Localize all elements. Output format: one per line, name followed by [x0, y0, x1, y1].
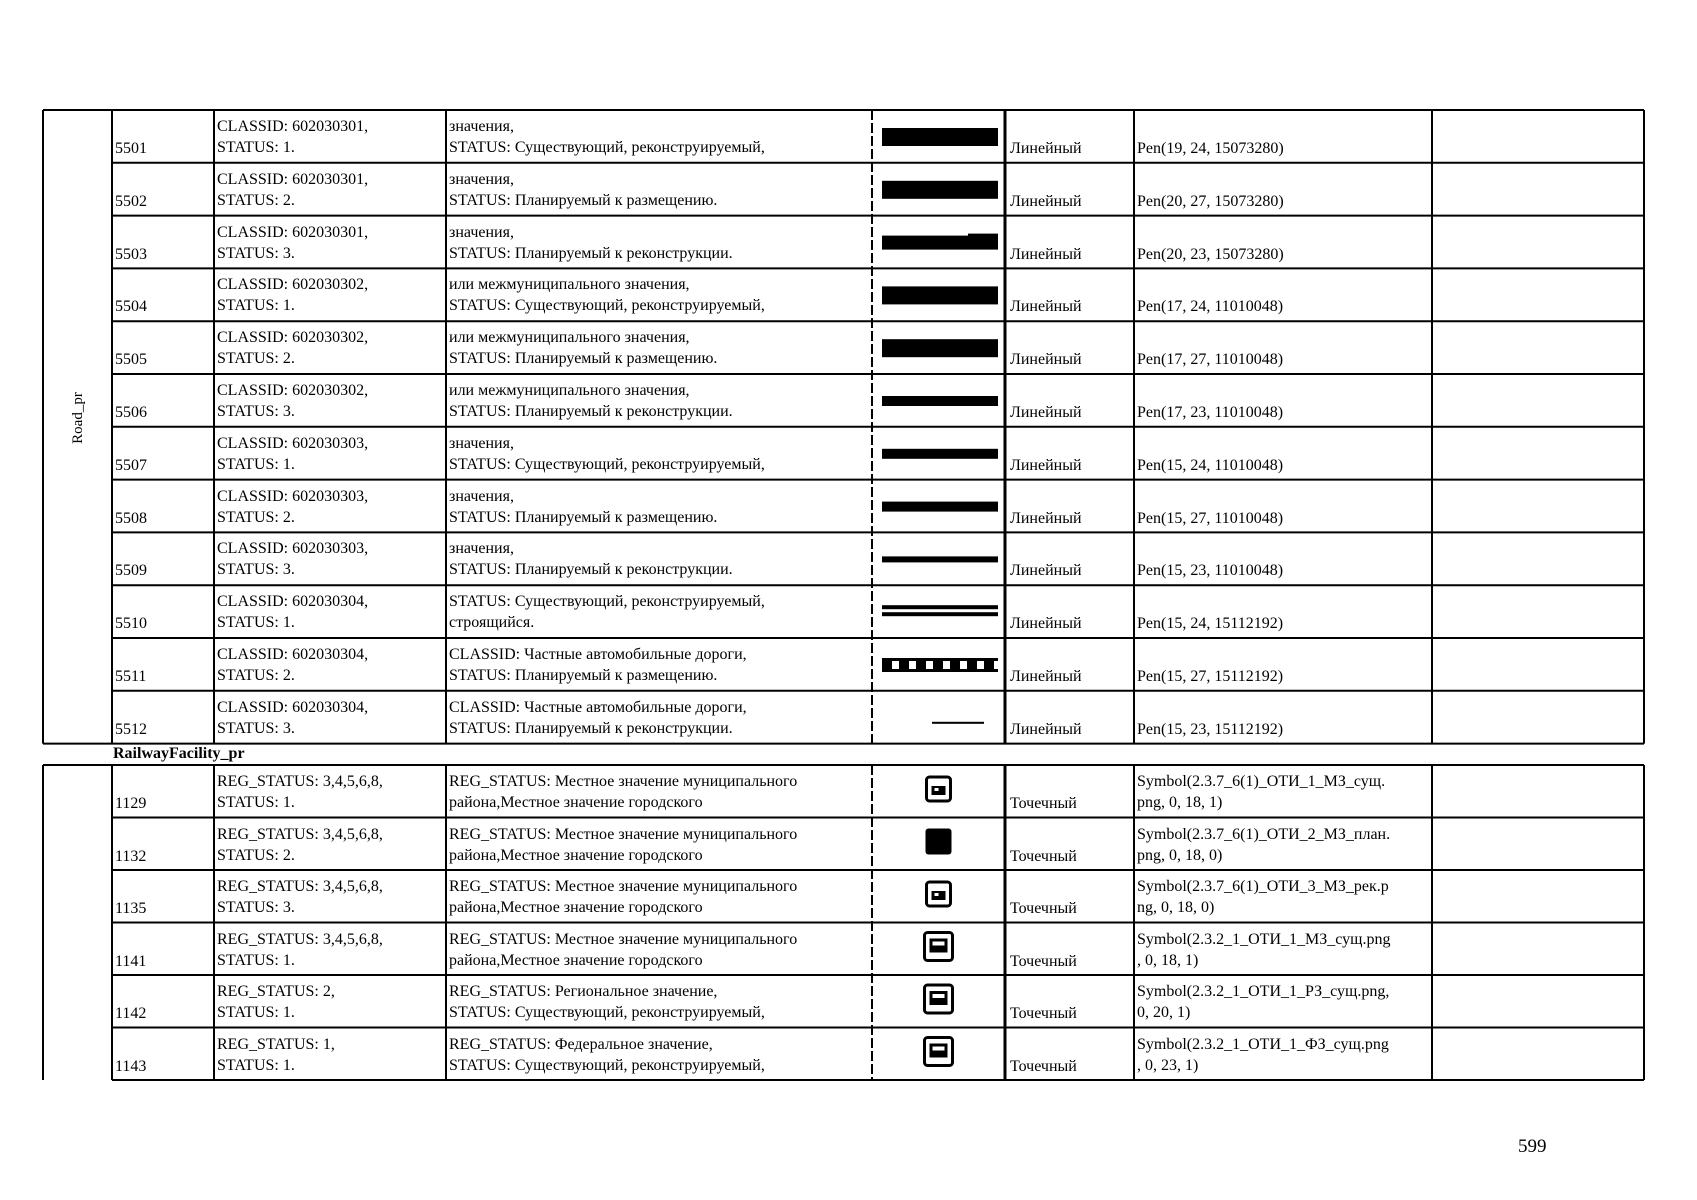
row-description-line: STATUS: Существующий, реконструируемый, — [449, 455, 765, 473]
double-line-icon — [882, 612, 998, 616]
thin-line-icon — [882, 556, 998, 562]
row-style — [1137, 824, 1429, 866]
row-description — [449, 981, 869, 1023]
row-style — [1137, 771, 1429, 813]
row-condition-line: STATUS: 2. — [217, 508, 295, 526]
row-geometry: Линейный — [1010, 245, 1082, 263]
row-description — [449, 644, 869, 686]
row-description-line: REG_STATUS: Местное значение муниципального — [449, 878, 798, 895]
row-description — [449, 824, 869, 866]
row-description — [449, 116, 869, 158]
row-style: Pen(17, 23, 11010048) — [1137, 404, 1284, 421]
row-style: Pen(15, 27, 11010048) — [1137, 509, 1284, 527]
row-description — [449, 876, 869, 918]
row-geometry: Линейный — [1010, 562, 1082, 580]
row-code: 5506 — [115, 404, 147, 421]
row-condition-line: STATUS: 3. — [217, 899, 295, 916]
train-square-icon — [927, 777, 951, 801]
row-description-line: STATUS: Существующий, реконструируемый, — [449, 297, 765, 315]
row-condition-line: REG_STATUS: 3,4,5,6,8, — [217, 930, 383, 948]
row-description-line: STATUS: Существующий, реконструируемый, — [449, 139, 765, 156]
row-condition-line: CLASSID: 602030304, — [217, 698, 369, 716]
thick-solid-line-icon — [882, 181, 998, 199]
row-condition — [217, 380, 445, 422]
row-condition-line: STATUS: 2. — [217, 667, 295, 684]
railway-section-title: RailwayFacility_pr — [113, 745, 245, 762]
row-condition-line: REG_STATUS: 2, — [217, 983, 335, 1000]
row-description-line: строящийся. — [449, 614, 535, 632]
row-description-line: STATUS: Планируемый к размещению. — [449, 191, 718, 209]
row-description — [449, 697, 869, 739]
row-style — [1137, 929, 1429, 971]
row-description-line: CLASSID: Частные автомобильные дороги, — [449, 698, 747, 716]
row-description — [449, 538, 869, 580]
double-line-icon — [882, 605, 998, 609]
row-description-line: STATUS: Планируемый к размещению. — [449, 350, 718, 368]
row-condition — [217, 116, 445, 158]
row-condition-line: STATUS: 2. — [217, 350, 295, 368]
row-style-line: Symbol(2.3.7_6(1)_ОТИ_1_МЗ_сущ. — [1137, 773, 1386, 790]
row-description-line: значения, — [449, 118, 514, 135]
row-condition — [217, 771, 445, 813]
row-code: 5501 — [115, 140, 147, 157]
row-condition — [217, 1034, 445, 1076]
dashed-band-line-icon — [882, 658, 998, 661]
row-condition-line: CLASSID: 602030303, — [217, 540, 369, 558]
row-condition-line: CLASSID: 602030302, — [217, 276, 369, 294]
row-description-line: района,Местное значение городского — [449, 899, 703, 916]
filled-square-icon — [926, 829, 952, 855]
row-code: 5511 — [115, 668, 147, 685]
row-style: Pen(19, 24, 15073280) — [1137, 140, 1284, 157]
row-condition-line: CLASSID: 602030303, — [217, 487, 369, 505]
row-description-line: REG_STATUS: Местное значение муниципального — [449, 930, 798, 948]
row-geometry: Линейный — [1010, 192, 1082, 210]
row-geometry: Линейный — [1010, 615, 1082, 633]
row-style-line: Symbol(2.3.2_1_ОТИ_1_ФЗ_сущ.png — [1137, 1035, 1389, 1053]
row-condition — [217, 222, 445, 264]
row-description-line: района,Местное значение городского — [449, 794, 703, 811]
railcar-square-icon — [925, 933, 953, 961]
row-condition — [217, 876, 445, 918]
row-description-line: STATUS: Планируемый к реконструкции. — [449, 561, 733, 579]
row-geometry: Точечный — [1010, 847, 1077, 865]
row-geometry: Точечный — [1010, 1005, 1077, 1022]
row-geometry: Линейный — [1010, 404, 1082, 421]
row-condition-line: CLASSID: 602030301, — [217, 118, 369, 135]
row-style-line: Symbol(2.3.7_6(1)_ОТИ_3_МЗ_рек.p — [1137, 878, 1389, 895]
row-condition — [217, 433, 445, 475]
row-description-line: STATUS: Планируемый к размещению. — [449, 667, 718, 684]
row-condition-line: REG_STATUS: 3,4,5,6,8, — [217, 825, 383, 843]
row-style-line: png, 0, 18, 0) — [1137, 846, 1223, 864]
row-condition-line: CLASSID: 602030302, — [217, 382, 369, 399]
row-description-line: REG_STATUS: Местное значение муниципального — [449, 825, 798, 843]
row-condition-line: CLASSID: 602030304, — [217, 646, 369, 663]
row-style: Pen(20, 27, 15073280) — [1137, 192, 1284, 210]
thick-line-icon — [882, 236, 998, 250]
row-style-line: Symbol(2.3.2_1_ОТИ_1_МЗ_сущ.png — [1137, 930, 1391, 948]
row-description — [449, 433, 869, 475]
row-style-line: Symbol(2.3.7_6(1)_ОТИ_2_МЗ_план. — [1137, 825, 1391, 843]
row-geometry: Линейный — [1010, 351, 1082, 369]
row-description-line: STATUS: Существующий, реконструируемый, — [449, 593, 765, 611]
medium-line-icon — [882, 449, 998, 459]
row-condition-line: STATUS: 3. — [217, 719, 295, 737]
row-code: 5509 — [115, 562, 147, 580]
row-description-line: или межмуниципального значения, — [449, 382, 690, 399]
row-condition-line: CLASSID: 602030304, — [217, 593, 369, 611]
row-geometry: Линейный — [1010, 720, 1082, 738]
dashed-band-line-icon — [933, 661, 943, 669]
railcar-square-icon — [925, 985, 953, 1013]
row-condition — [217, 538, 445, 580]
row-style: Pen(20, 23, 15073280) — [1137, 245, 1284, 263]
row-geometry: Линейный — [1010, 140, 1082, 157]
thick-solid-line-icon — [882, 286, 998, 304]
row-condition-line: REG_STATUS: 1, — [217, 1035, 335, 1053]
row-geometry: Линейный — [1010, 509, 1082, 527]
row-description — [449, 486, 869, 528]
row-condition-line: STATUS: 1. — [217, 1056, 295, 1074]
row-condition — [217, 486, 445, 528]
row-description-line: или межмуниципального значения, — [449, 329, 690, 347]
row-style-line: , 0, 23, 1) — [1137, 1056, 1199, 1074]
medium-line-icon — [882, 396, 998, 406]
row-geometry: Точечный — [1010, 952, 1077, 970]
row-description — [449, 222, 869, 264]
row-description-line: REG_STATUS: Федеральное значение, — [449, 1035, 713, 1053]
row-description — [449, 1034, 869, 1076]
row-description-line: района,Местное значение городского — [449, 951, 703, 969]
row-style-line: , 0, 18, 1) — [1137, 951, 1199, 969]
row-description-line: значения, — [449, 434, 514, 452]
row-condition-line: STATUS: 2. — [217, 191, 295, 209]
page-number: 599 — [1518, 1136, 1547, 1157]
dashed-band-line-icon — [967, 661, 977, 669]
row-code: 1142 — [115, 1005, 147, 1022]
row-description-line: значения, — [449, 223, 514, 241]
row-style: Pen(15, 24, 15112192) — [1137, 615, 1284, 633]
medium-line-icon — [882, 502, 998, 512]
row-style-line: Symbol(2.3.2_1_ОТИ_1_РЗ_сущ.png, — [1137, 983, 1390, 1000]
row-description-line: STATUS: Планируемый к реконструкции. — [449, 244, 733, 262]
row-condition — [217, 169, 445, 211]
row-condition-line: REG_STATUS: 3,4,5,6,8, — [217, 878, 383, 895]
row-condition-line: STATUS: 1. — [217, 139, 295, 156]
row-description-line: REG_STATUS: Местное значение муниципального — [449, 773, 798, 790]
row-description — [449, 274, 869, 316]
row-code: 1135 — [115, 900, 147, 917]
row-geometry: Линейный — [1010, 668, 1082, 685]
row-geometry: Точечный — [1010, 795, 1077, 812]
thick-solid-line-icon — [882, 339, 998, 357]
row-description-line: STATUS: Существующий, реконструируемый, — [449, 1056, 765, 1074]
row-condition — [217, 981, 445, 1023]
row-description-line: STATUS: Планируемый к реконструкции. — [449, 403, 733, 420]
dashed-band-line-icon — [984, 661, 994, 669]
row-condition — [217, 591, 445, 633]
row-condition — [217, 929, 445, 971]
row-description-line: значения, — [449, 487, 514, 505]
row-style: Pen(17, 27, 11010048) — [1137, 351, 1284, 369]
row-description-line: значения, — [449, 170, 514, 188]
row-description-line: STATUS: Планируемый к реконструкции. — [449, 719, 733, 737]
row-code: 5502 — [115, 192, 147, 210]
row-condition-line: CLASSID: 602030303, — [217, 434, 369, 452]
row-code: 1132 — [115, 847, 147, 865]
row-description-line: CLASSID: Частные автомобильные дороги, — [449, 646, 747, 663]
row-code: 5507 — [115, 456, 147, 474]
row-condition-line: STATUS: 3. — [217, 244, 295, 262]
row-condition — [217, 274, 445, 316]
row-geometry: Точечный — [1010, 900, 1077, 917]
dashed-band-line-icon — [882, 661, 892, 669]
row-condition-line: STATUS: 2. — [217, 846, 295, 864]
row-description-line: значения, — [449, 540, 514, 558]
row-code: 5503 — [115, 245, 147, 263]
row-style: Pen(17, 24, 11010048) — [1137, 298, 1284, 316]
row-style-line: 0, 20, 1) — [1137, 1004, 1191, 1021]
row-style: Pen(15, 24, 11010048) — [1137, 456, 1284, 474]
row-condition-line: STATUS: 3. — [217, 403, 295, 420]
row-code: 5508 — [115, 509, 147, 527]
row-condition-line: STATUS: 1. — [217, 455, 295, 473]
row-code: 1143 — [115, 1057, 147, 1075]
row-condition-line: CLASSID: 602030301, — [217, 170, 369, 188]
row-condition — [217, 824, 445, 866]
row-condition-line: REG_STATUS: 3,4,5,6,8, — [217, 773, 383, 790]
row-description — [449, 380, 869, 422]
row-style-line: ng, 0, 18, 0) — [1137, 899, 1215, 916]
row-description — [449, 591, 869, 633]
row-description-line: STATUS: Существующий, реконструируемый, — [449, 1004, 765, 1021]
row-geometry: Точечный — [1010, 1057, 1077, 1075]
railcar-square-icon — [925, 1038, 953, 1066]
road-group-label: Road_pr — [70, 392, 86, 444]
row-code: 5504 — [115, 298, 147, 316]
row-code: 1129 — [115, 795, 147, 812]
row-description-line: STATUS: Планируемый к размещению. — [449, 508, 718, 526]
row-style: Pen(15, 23, 11010048) — [1137, 562, 1284, 580]
row-code: 5505 — [115, 351, 147, 369]
row-condition-line: STATUS: 1. — [217, 794, 295, 811]
row-style — [1137, 981, 1429, 1023]
row-style — [1137, 1034, 1429, 1076]
dashed-band-line-icon — [916, 661, 926, 669]
train-square-icon — [927, 882, 951, 906]
row-condition — [217, 644, 445, 686]
row-condition-line: CLASSID: 602030301, — [217, 223, 369, 241]
row-description-line: REG_STATUS: Региональное значение, — [449, 983, 718, 1000]
row-description-line: или межмуниципального значения, — [449, 276, 690, 294]
row-geometry: Линейный — [1010, 456, 1082, 474]
row-description — [449, 929, 869, 971]
row-description-line: района,Местное значение городского — [449, 846, 703, 864]
row-style: Pen(15, 27, 15112192) — [1137, 668, 1284, 685]
row-style-line: png, 0, 18, 1) — [1137, 794, 1223, 811]
row-condition-line: STATUS: 1. — [217, 1004, 295, 1021]
row-code: 5512 — [115, 720, 147, 738]
row-condition — [217, 697, 445, 739]
row-description — [449, 327, 869, 369]
row-geometry: Линейный — [1010, 298, 1082, 316]
row-style — [1137, 876, 1429, 918]
thick-solid-line-icon — [882, 128, 998, 146]
row-condition-line: STATUS: 3. — [217, 561, 295, 579]
row-condition-line: STATUS: 1. — [217, 951, 295, 969]
row-code: 5510 — [115, 615, 147, 633]
thick-line-icon — [968, 234, 998, 238]
dashed-band-line-icon — [950, 661, 960, 669]
row-style: Pen(15, 23, 15112192) — [1137, 720, 1284, 738]
dashed-band-line-icon — [899, 661, 909, 669]
row-condition-line: STATUS: 1. — [217, 614, 295, 632]
row-condition-line: STATUS: 1. — [217, 297, 295, 315]
row-description — [449, 169, 869, 211]
row-code: 1141 — [115, 952, 147, 970]
dashed-band-line-icon — [882, 669, 998, 672]
row-description — [449, 771, 869, 813]
row-condition-line: CLASSID: 602030302, — [217, 329, 369, 347]
row-condition — [217, 327, 445, 369]
short-thin-line-icon — [932, 722, 984, 724]
